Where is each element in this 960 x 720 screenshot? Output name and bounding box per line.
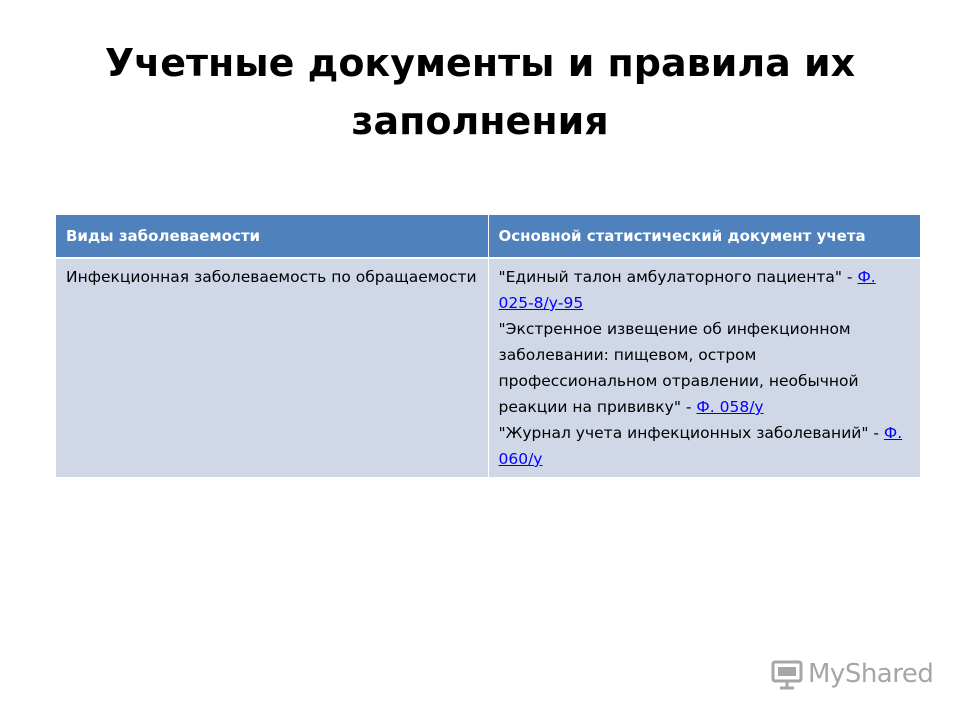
column-header-morbidity-type: Виды заболеваемости (56, 215, 488, 258)
document-entry-journal (499, 420, 911, 472)
document-entry-emergency-notice (499, 316, 911, 420)
accounting-documents-table (56, 215, 920, 477)
table-header-row (56, 215, 920, 258)
table-row (56, 258, 920, 477)
table (56, 215, 920, 477)
presentation-board-icon (770, 657, 804, 691)
document-entry-outpatient-coupon (499, 264, 911, 316)
form-link-025[interactable]: Ф. 025-8/у-95 (498, 268, 876, 312)
document-name: "Журнал учета инфекционных заболеваний" - (498, 424, 884, 442)
cell-documents (488, 258, 920, 477)
slide-title: Учетные документы и правила их заполнения (104, 41, 856, 143)
watermark (770, 654, 933, 694)
column-header-main-document: Основной статистический документ учета (488, 215, 920, 258)
cell-morbidity-type: Инфекционная заболеваемость по обращаемости (56, 258, 488, 477)
document-name: "Экстренное извещение об инфекционном заболевании: пищевом, остром профессиональном отравлении, необычной реакции на прививку" - (498, 320, 859, 416)
form-link-058[interactable]: Ф. 058/у (696, 398, 764, 416)
form-link-060[interactable]: Ф. 060/у (498, 424, 903, 468)
document-name: "Единый талон амбулаторного пациента" - (498, 268, 858, 286)
watermark-text: MyShared (808, 659, 934, 689)
